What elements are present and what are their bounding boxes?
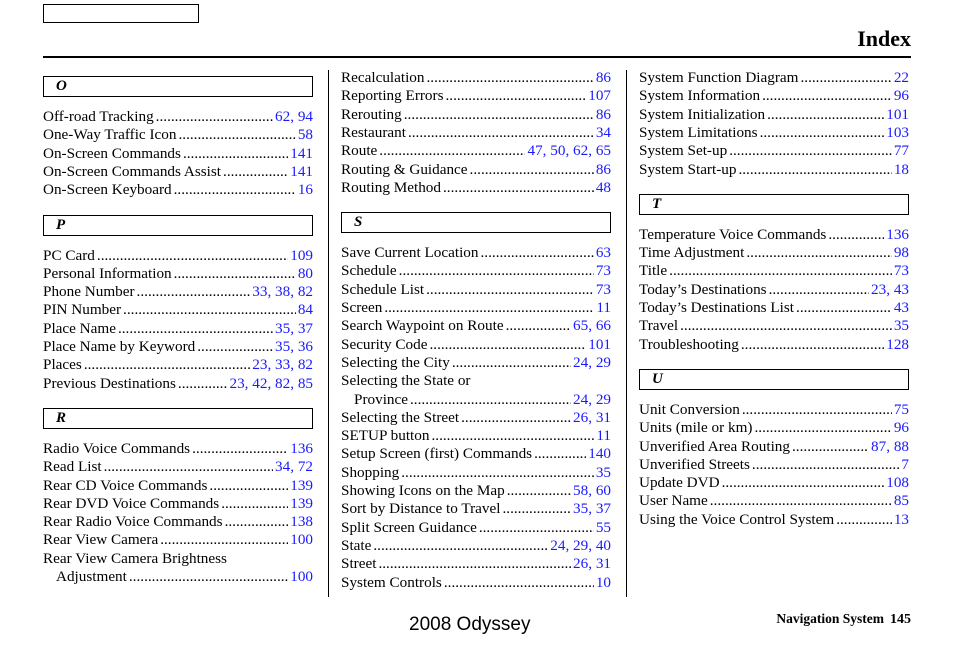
page-reference-link[interactable]: 128	[886, 335, 909, 353]
page-reference-link[interactable]: 109	[290, 246, 313, 264]
index-entry	[341, 464, 611, 482]
page-reference-link[interactable]: 107	[588, 87, 611, 105]
entry-term: Temperature Voice Commands	[639, 225, 827, 243]
entry-term: Selecting the Street	[341, 408, 460, 426]
entry-term: Sort by Distance to Travel	[341, 500, 501, 518]
entry-term: Personal Information	[43, 264, 172, 282]
dot-leader	[669, 262, 892, 280]
entry-term: Reporting Errors	[341, 87, 444, 105]
entry-term: Previous Destinations	[43, 374, 176, 392]
index-entry	[43, 181, 313, 199]
dot-leader	[373, 537, 548, 555]
index-entry	[639, 336, 909, 354]
entry-term: Read List	[43, 458, 102, 476]
index-entry	[43, 477, 313, 495]
page-reference-link[interactable]: 96	[893, 419, 909, 437]
index-entry	[341, 124, 611, 142]
index-entry	[341, 500, 611, 518]
section-letter: P	[56, 216, 66, 233]
dot-leader	[534, 445, 586, 463]
entry-term: System Function Diagram	[639, 69, 799, 86]
index-entry	[43, 440, 313, 458]
page-reference-link[interactable]: 23, 42, 82, 85	[229, 374, 313, 392]
entry-term: Rear DVD Voice Commands	[43, 494, 220, 512]
entry-term: Rear View Camera	[43, 531, 159, 549]
index-entry	[341, 537, 611, 555]
dot-leader	[84, 356, 250, 374]
page-reference-link[interactable]: 7	[901, 455, 909, 473]
entry-term: Unverified Area Routing	[639, 437, 790, 455]
index-entry	[43, 495, 313, 513]
entry-term: PC Card	[43, 246, 95, 264]
entry-term: Today’s Destinations List	[639, 299, 795, 316]
index-entry	[639, 438, 909, 456]
dot-leader	[446, 87, 587, 105]
index-entry	[341, 262, 611, 280]
index-entry	[43, 338, 313, 356]
entry-term: One-Way Traffic Icon	[43, 126, 177, 144]
page-reference-link[interactable]: 87, 88	[871, 437, 909, 455]
footer-nav-label: Navigation System	[776, 611, 884, 626]
index-entry	[56, 568, 313, 586]
dot-leader	[680, 317, 892, 335]
dot-leader	[792, 438, 869, 456]
entry-term: PIN Number	[43, 301, 122, 319]
entry-term: Screen	[341, 299, 383, 316]
entry-term: Save Current Location	[341, 244, 479, 262]
entry-term: Showing Icons on the Map	[341, 482, 505, 499]
dot-leader	[183, 145, 288, 163]
page-reference-link[interactable]: 139	[290, 494, 313, 512]
dot-leader	[427, 69, 594, 87]
index-entry	[639, 69, 909, 87]
index-entry	[639, 87, 909, 105]
section-header-t	[639, 194, 909, 215]
dot-leader	[443, 179, 594, 197]
entry-term: Radio Voice Commands	[43, 439, 191, 457]
index-entry	[639, 299, 909, 317]
dot-leader	[137, 283, 251, 301]
page-reference-link[interactable]: 55	[595, 518, 611, 536]
index-entry	[639, 401, 909, 419]
page-reference-link[interactable]: 10	[595, 573, 611, 591]
dot-leader	[197, 338, 273, 356]
dot-leader	[746, 244, 891, 262]
entry-term: State	[341, 536, 372, 554]
page-reference-link[interactable]: 13	[893, 510, 909, 528]
page-reference-link[interactable]: 73	[595, 262, 611, 280]
dot-leader	[800, 69, 891, 87]
dot-leader	[404, 106, 594, 124]
dot-leader	[429, 336, 586, 354]
page-reference-link[interactable]: 80	[297, 264, 313, 282]
dot-leader	[192, 440, 288, 458]
dot-leader	[762, 87, 892, 105]
page-reference-link[interactable]: 26, 31	[573, 408, 611, 426]
section-letter: R	[56, 409, 67, 426]
page-reference-link[interactable]: 33, 38, 82	[252, 283, 313, 301]
entry-term: Setup Screen (first) Commands	[341, 445, 533, 463]
page-reference-link[interactable]: 75	[893, 400, 909, 418]
dot-leader	[444, 574, 594, 592]
index-entry	[341, 281, 611, 299]
index-entry	[43, 301, 313, 319]
dot-leader	[426, 281, 594, 299]
page-reference-link[interactable]: 11	[596, 299, 611, 316]
page-reference-link[interactable]: 35, 36	[275, 338, 313, 355]
page-reference-link[interactable]: 34, 72	[275, 458, 313, 476]
page-reference-link[interactable]: 136	[886, 225, 909, 243]
entry-term: Troubleshooting	[639, 335, 739, 353]
entry-term: Time Adjustment	[639, 244, 745, 262]
entry-term: On-Screen Commands	[43, 144, 181, 162]
index-entry	[43, 375, 313, 393]
index-entry	[341, 244, 611, 262]
index-entry	[43, 163, 313, 181]
section-header-p	[43, 215, 313, 236]
page-reference-link[interactable]: 136	[290, 439, 313, 457]
index-entry	[341, 161, 611, 179]
page-reference-link[interactable]: 84	[297, 301, 313, 319]
dot-leader	[836, 511, 892, 529]
entry-term: Route	[341, 142, 378, 160]
page-reference-link[interactable]: 73	[893, 262, 909, 280]
index-entry	[639, 474, 909, 492]
page-reference-link[interactable]: 63	[595, 244, 611, 262]
entry-term: Rerouting	[341, 105, 402, 123]
entry-term: Unit Conversion	[639, 400, 740, 418]
index-entry	[43, 320, 313, 338]
column-divider-1	[328, 70, 329, 597]
entry-term: Phone Number	[43, 283, 135, 301]
page-reference-link[interactable]: 101	[886, 105, 909, 123]
column-divider-2	[626, 70, 627, 597]
dot-leader	[178, 126, 295, 144]
index-entry	[341, 427, 611, 445]
dot-leader	[507, 482, 571, 500]
page-reference-link[interactable]: 77	[893, 142, 909, 160]
dot-leader	[408, 124, 594, 142]
dot-leader	[470, 161, 594, 179]
index-entry	[341, 574, 611, 592]
entry-term: System Start-up	[639, 160, 737, 178]
vehicle-model: 2008 Odyssey	[409, 614, 531, 635]
entry-term: Street	[341, 555, 377, 573]
dot-leader	[479, 519, 594, 537]
index-entry	[639, 244, 909, 262]
index-entry	[341, 179, 611, 197]
index-entry	[43, 513, 313, 531]
page-reference-link[interactable]: 18	[893, 160, 909, 178]
index-entry	[43, 145, 313, 163]
entry-term: Routing Method	[341, 178, 441, 196]
header-tab-box	[43, 4, 199, 23]
entry-term: Units (mile or km)	[639, 419, 753, 437]
page-reference-link[interactable]: 11	[596, 427, 611, 445]
dot-leader	[174, 265, 296, 283]
page-reference-link[interactable]: 35, 37	[275, 319, 313, 337]
dot-leader	[769, 281, 869, 299]
section-letter: O	[56, 78, 67, 94]
page-reference-link[interactable]: 96	[893, 87, 909, 105]
page-reference-link[interactable]: 86	[595, 105, 611, 123]
dot-leader	[729, 142, 892, 160]
page-number: 145	[890, 612, 911, 627]
index-entry	[341, 69, 611, 87]
dot-leader	[760, 124, 885, 142]
index-entry	[341, 317, 611, 335]
entry-term: Rear CD Voice Commands	[43, 476, 208, 494]
entry-term: Shopping	[341, 463, 400, 481]
dot-leader	[384, 299, 594, 317]
index-entry	[639, 456, 909, 474]
index-entry	[639, 161, 909, 179]
page-reference-link[interactable]: 98	[893, 244, 909, 262]
entry-term: User Name	[639, 492, 708, 510]
dot-leader	[221, 495, 288, 513]
page-reference-link[interactable]: 139	[290, 476, 313, 494]
dot-leader	[506, 317, 571, 335]
entry-term: Province	[354, 390, 408, 408]
index-entry	[43, 265, 313, 283]
dot-leader	[223, 163, 288, 181]
header-rule	[43, 56, 911, 58]
index-entry	[43, 550, 313, 568]
page-reference-link[interactable]: 16	[297, 181, 313, 199]
index-entry	[341, 336, 611, 354]
entry-term: Selecting the State or	[341, 372, 471, 390]
entry-term: Unverified Streets	[639, 455, 750, 473]
entry-term: Schedule	[341, 262, 397, 280]
entry-term: Travel	[639, 317, 679, 335]
page-reference-link[interactable]: 62, 94	[275, 108, 313, 125]
index-entry	[639, 142, 909, 160]
entry-term: Search Waypoint on Route	[341, 317, 504, 335]
entry-term: Off-road Tracking	[43, 108, 154, 125]
dot-leader	[156, 108, 273, 126]
dot-leader	[481, 244, 594, 262]
index-entry	[639, 492, 909, 510]
dot-leader	[767, 106, 884, 124]
entry-term: Place Name by Keyword	[43, 338, 196, 355]
dot-leader	[97, 247, 288, 265]
page-reference-link[interactable]: 23, 33, 82	[252, 356, 313, 374]
entry-term: Title	[639, 262, 668, 280]
index-entry	[43, 458, 313, 476]
entry-term: Routing & Guidance	[341, 160, 468, 178]
index-entry	[639, 106, 909, 124]
entry-term: Security Code	[341, 335, 428, 353]
entry-term: Today’s Destinations	[639, 280, 767, 298]
dot-leader	[754, 419, 891, 437]
dot-leader	[118, 320, 273, 338]
dot-leader	[104, 458, 273, 476]
dot-leader	[378, 555, 571, 573]
page-reference-link[interactable]: 35, 37	[573, 500, 611, 518]
index-entry	[639, 317, 909, 335]
dot-leader	[796, 299, 892, 317]
dot-leader	[710, 492, 892, 510]
index-entry	[341, 482, 611, 500]
index-entry	[43, 108, 313, 126]
index-entry	[639, 511, 909, 529]
index-entry	[341, 372, 611, 390]
page-reference-link[interactable]: 22	[893, 69, 909, 86]
index-entry	[639, 124, 909, 142]
section-letter: T	[652, 195, 662, 212]
index-entry	[43, 531, 313, 549]
entry-term: Adjustment	[56, 568, 127, 585]
index-entry	[43, 247, 313, 265]
dot-leader	[742, 401, 892, 419]
page-reference-link[interactable]: 103	[886, 123, 909, 141]
dot-leader	[399, 262, 594, 280]
page-reference-link[interactable]: 24, 29	[573, 390, 611, 408]
entry-term: Rear Radio Voice Commands	[43, 513, 223, 531]
dot-leader	[379, 142, 525, 160]
section-header-u	[639, 369, 909, 390]
page-reference-link[interactable]: 101	[588, 335, 611, 353]
dot-leader	[209, 477, 288, 495]
entry-term: Update DVD	[639, 474, 720, 492]
page-reference-link[interactable]: 43	[893, 299, 909, 316]
section-header-o	[43, 76, 313, 97]
page-reference-link[interactable]: 26, 31	[573, 555, 611, 573]
entry-term: System Controls	[341, 573, 442, 591]
page-reference-link[interactable]: 34	[595, 123, 611, 141]
dot-leader	[722, 474, 885, 492]
page-reference-link[interactable]: 138	[290, 513, 313, 531]
entry-term: Rear View Camera Brightness	[43, 549, 227, 567]
index-entry	[639, 226, 909, 244]
page-reference-link[interactable]: 58, 60	[573, 482, 611, 499]
entry-term: Split Screen Guidance	[341, 518, 477, 536]
entry-term: Places	[43, 356, 82, 374]
section-letter: U	[652, 370, 663, 387]
page-reference-link[interactable]: 100	[290, 531, 313, 549]
page-reference-link[interactable]: 47, 50, 62, 65	[527, 142, 611, 160]
dot-leader	[828, 226, 884, 244]
entry-term: System Information	[639, 87, 761, 105]
page-reference-link[interactable]: 140	[588, 445, 611, 463]
page-reference-link[interactable]: 141	[290, 162, 313, 180]
index-entry	[341, 519, 611, 537]
dot-leader	[160, 531, 288, 549]
index-entry	[341, 299, 611, 317]
dot-leader	[225, 513, 289, 531]
index-entry	[341, 142, 611, 160]
index-entry	[341, 106, 611, 124]
dot-leader	[129, 568, 288, 586]
index-entry	[341, 409, 611, 427]
page-reference-link[interactable]: 73	[595, 280, 611, 298]
page-reference-link[interactable]: 23, 43	[871, 280, 909, 298]
dot-leader	[752, 456, 899, 474]
dot-leader	[401, 464, 594, 482]
dot-leader	[738, 161, 891, 179]
footer-nav	[776, 611, 911, 628]
dot-leader	[174, 181, 296, 199]
dot-leader	[431, 427, 594, 445]
dot-leader	[178, 375, 228, 393]
entry-term: Place Name	[43, 319, 116, 337]
index-entry	[639, 262, 909, 280]
page-reference-link[interactable]: 24, 29, 40	[550, 536, 611, 554]
page-reference-link[interactable]: 35	[595, 463, 611, 481]
page-reference-link[interactable]: 141	[290, 144, 313, 162]
section-header-r	[43, 408, 313, 429]
entry-term: On-Screen Keyboard	[43, 181, 172, 199]
index-entry	[341, 87, 611, 105]
dot-leader	[452, 354, 571, 372]
page-reference-link[interactable]: 24, 29	[573, 353, 611, 371]
dot-leader	[502, 500, 571, 518]
page-reference-link[interactable]: 108	[886, 474, 909, 492]
dot-leader	[123, 301, 296, 319]
page-reference-link[interactable]: 48	[595, 178, 611, 196]
entry-term: Using the Voice Control System	[639, 510, 835, 528]
entry-term: On-Screen Commands Assist	[43, 162, 222, 180]
index-entry	[341, 445, 611, 463]
entry-term: Schedule List	[341, 280, 425, 298]
section-header-s	[341, 212, 611, 233]
dot-leader	[461, 409, 571, 427]
page-reference-link[interactable]: 86	[595, 160, 611, 178]
entry-term: System Initialization	[639, 105, 766, 123]
index-entry	[43, 126, 313, 144]
entry-term: SETUP button	[341, 427, 430, 445]
section-letter: S	[354, 214, 363, 231]
page-reference-link[interactable]: 65, 66	[573, 317, 611, 335]
entry-term: Restaurant	[341, 123, 406, 141]
dot-leader	[741, 336, 884, 354]
index-entry	[639, 281, 909, 299]
entry-term: System Limitations	[639, 123, 758, 141]
entry-term: System Set-up	[639, 142, 728, 160]
page-title: Index	[857, 26, 911, 51]
index-entry	[639, 419, 909, 437]
index-entry	[354, 391, 611, 409]
index-entry	[43, 283, 313, 301]
page-reference-link[interactable]: 100	[290, 568, 313, 585]
page-reference-link[interactable]: 85	[893, 492, 909, 510]
index-entry	[341, 555, 611, 573]
page-reference-link[interactable]: 58	[297, 126, 313, 144]
entry-term: Recalculation	[341, 69, 425, 86]
page-reference-link[interactable]: 35	[893, 317, 909, 335]
dot-leader	[410, 391, 571, 409]
entry-term: Selecting the City	[341, 353, 450, 371]
index-entry	[341, 354, 611, 372]
index-entry	[43, 356, 313, 374]
page-reference-link[interactable]: 86	[595, 69, 611, 86]
